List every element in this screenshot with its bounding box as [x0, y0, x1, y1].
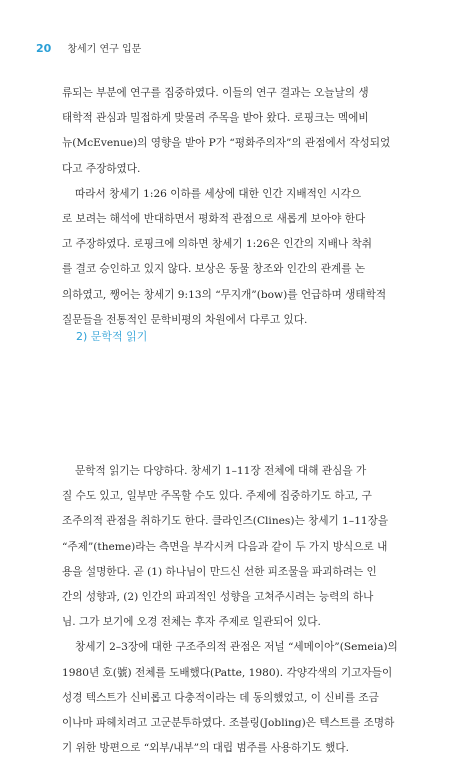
text-line: 기 위한 방편으로 “외부/내부”의 대립 범주를 사용하기도 했다. — [62, 742, 349, 755]
text-line: 의하였고, 쨍어는 창세기 9:13의 “무지개”(bow)를 언급하며 생태학적 — [62, 288, 387, 301]
text-line: 간의 성향과, (2) 인간의 파괴적인 성향을 고쳐주시려는 능력의 하나 — [62, 590, 374, 603]
text-line: 를 결코 승인하고 있지 않다. 보상은 동물 창조와 인간의 관계를 논 — [62, 263, 366, 276]
page-number: 20 — [36, 42, 52, 55]
text-line: 성경 텍스트가 신비롭고 다충적이라는 데 동의했었고, 이 신비를 조금 — [62, 691, 379, 704]
text-line: 질문들을 전통적인 문학비평의 차원에서 다루고 있다. — [62, 313, 308, 326]
section-heading: 2) 문학적 읽기 — [76, 330, 148, 343]
text-line: 1980년 호(號) 전체를 도배했다(Patte, 1980). 각양각색의 기고자들이 — [62, 666, 393, 679]
text-line: 용을 설명한다. 곧 (1) 하나님이 만드신 선한 피조물을 파괴하려는 인 — [62, 565, 377, 578]
text-line: 이나마 파헤치려고 고군분투하였다. 조블링(Jobling)은 텍스트를 조명하 — [62, 716, 395, 729]
running-header — [36, 40, 141, 55]
body-text-bottom — [62, 459, 416, 761]
text-line: 따라서 창세기 1:26 이하를 세상에 대한 인간 지배적인 시각으 — [75, 187, 362, 200]
text-line: 태학적 관심과 밀접하게 맞물려 주목을 받아 왔다. 로핑크는 멕에비 — [62, 112, 369, 125]
text-line: 류되는 부분에 연구를 집중하였다. 이들의 연구 결과는 오늘날의 생 — [62, 87, 369, 99]
text-line: 고 주장하였다. 로핑크에 의하면 창세기 1:26은 인간의 지배나 착취 — [62, 238, 372, 251]
text-line: 로 보려는 해석에 반대하면서 평화적 관점으로 새롭게 보아야 한다 — [62, 212, 366, 225]
text-line: “주제”(theme)라는 측면을 부각시켜 다음과 같이 두 가지 방식으로 내 — [62, 540, 388, 553]
body-text-top — [62, 81, 416, 333]
text-line: 질 수도 있고, 일부만 주목할 수도 있다. 주제에 집중하기도 하고, 구 — [62, 490, 372, 503]
text-line: 창세기 2–3장에 대한 구조주의적 관점은 저널 “세메이아”(Semeia)의 — [75, 641, 398, 654]
text-line: 뉴(McEvenue)의 영향을 받아 P가 “평화주의자”의 관점에서 작성되었 — [62, 137, 391, 150]
running-title: 창세기 연구 입문 — [67, 44, 142, 55]
text-line: 문학적 읽기는 다양하다. 창세기 1–11장 전체에 대해 관심을 가 — [75, 465, 367, 477]
text-line: 다고 주장하였다. — [62, 162, 141, 175]
text-line: 님. 그가 보기에 오경 전체는 후자 주제로 일관되어 있다. — [62, 616, 321, 629]
text-line: 조주의적 관점을 취하기도 한다. 클라인즈(Clines)는 창세기 1–11장을 — [62, 515, 389, 528]
